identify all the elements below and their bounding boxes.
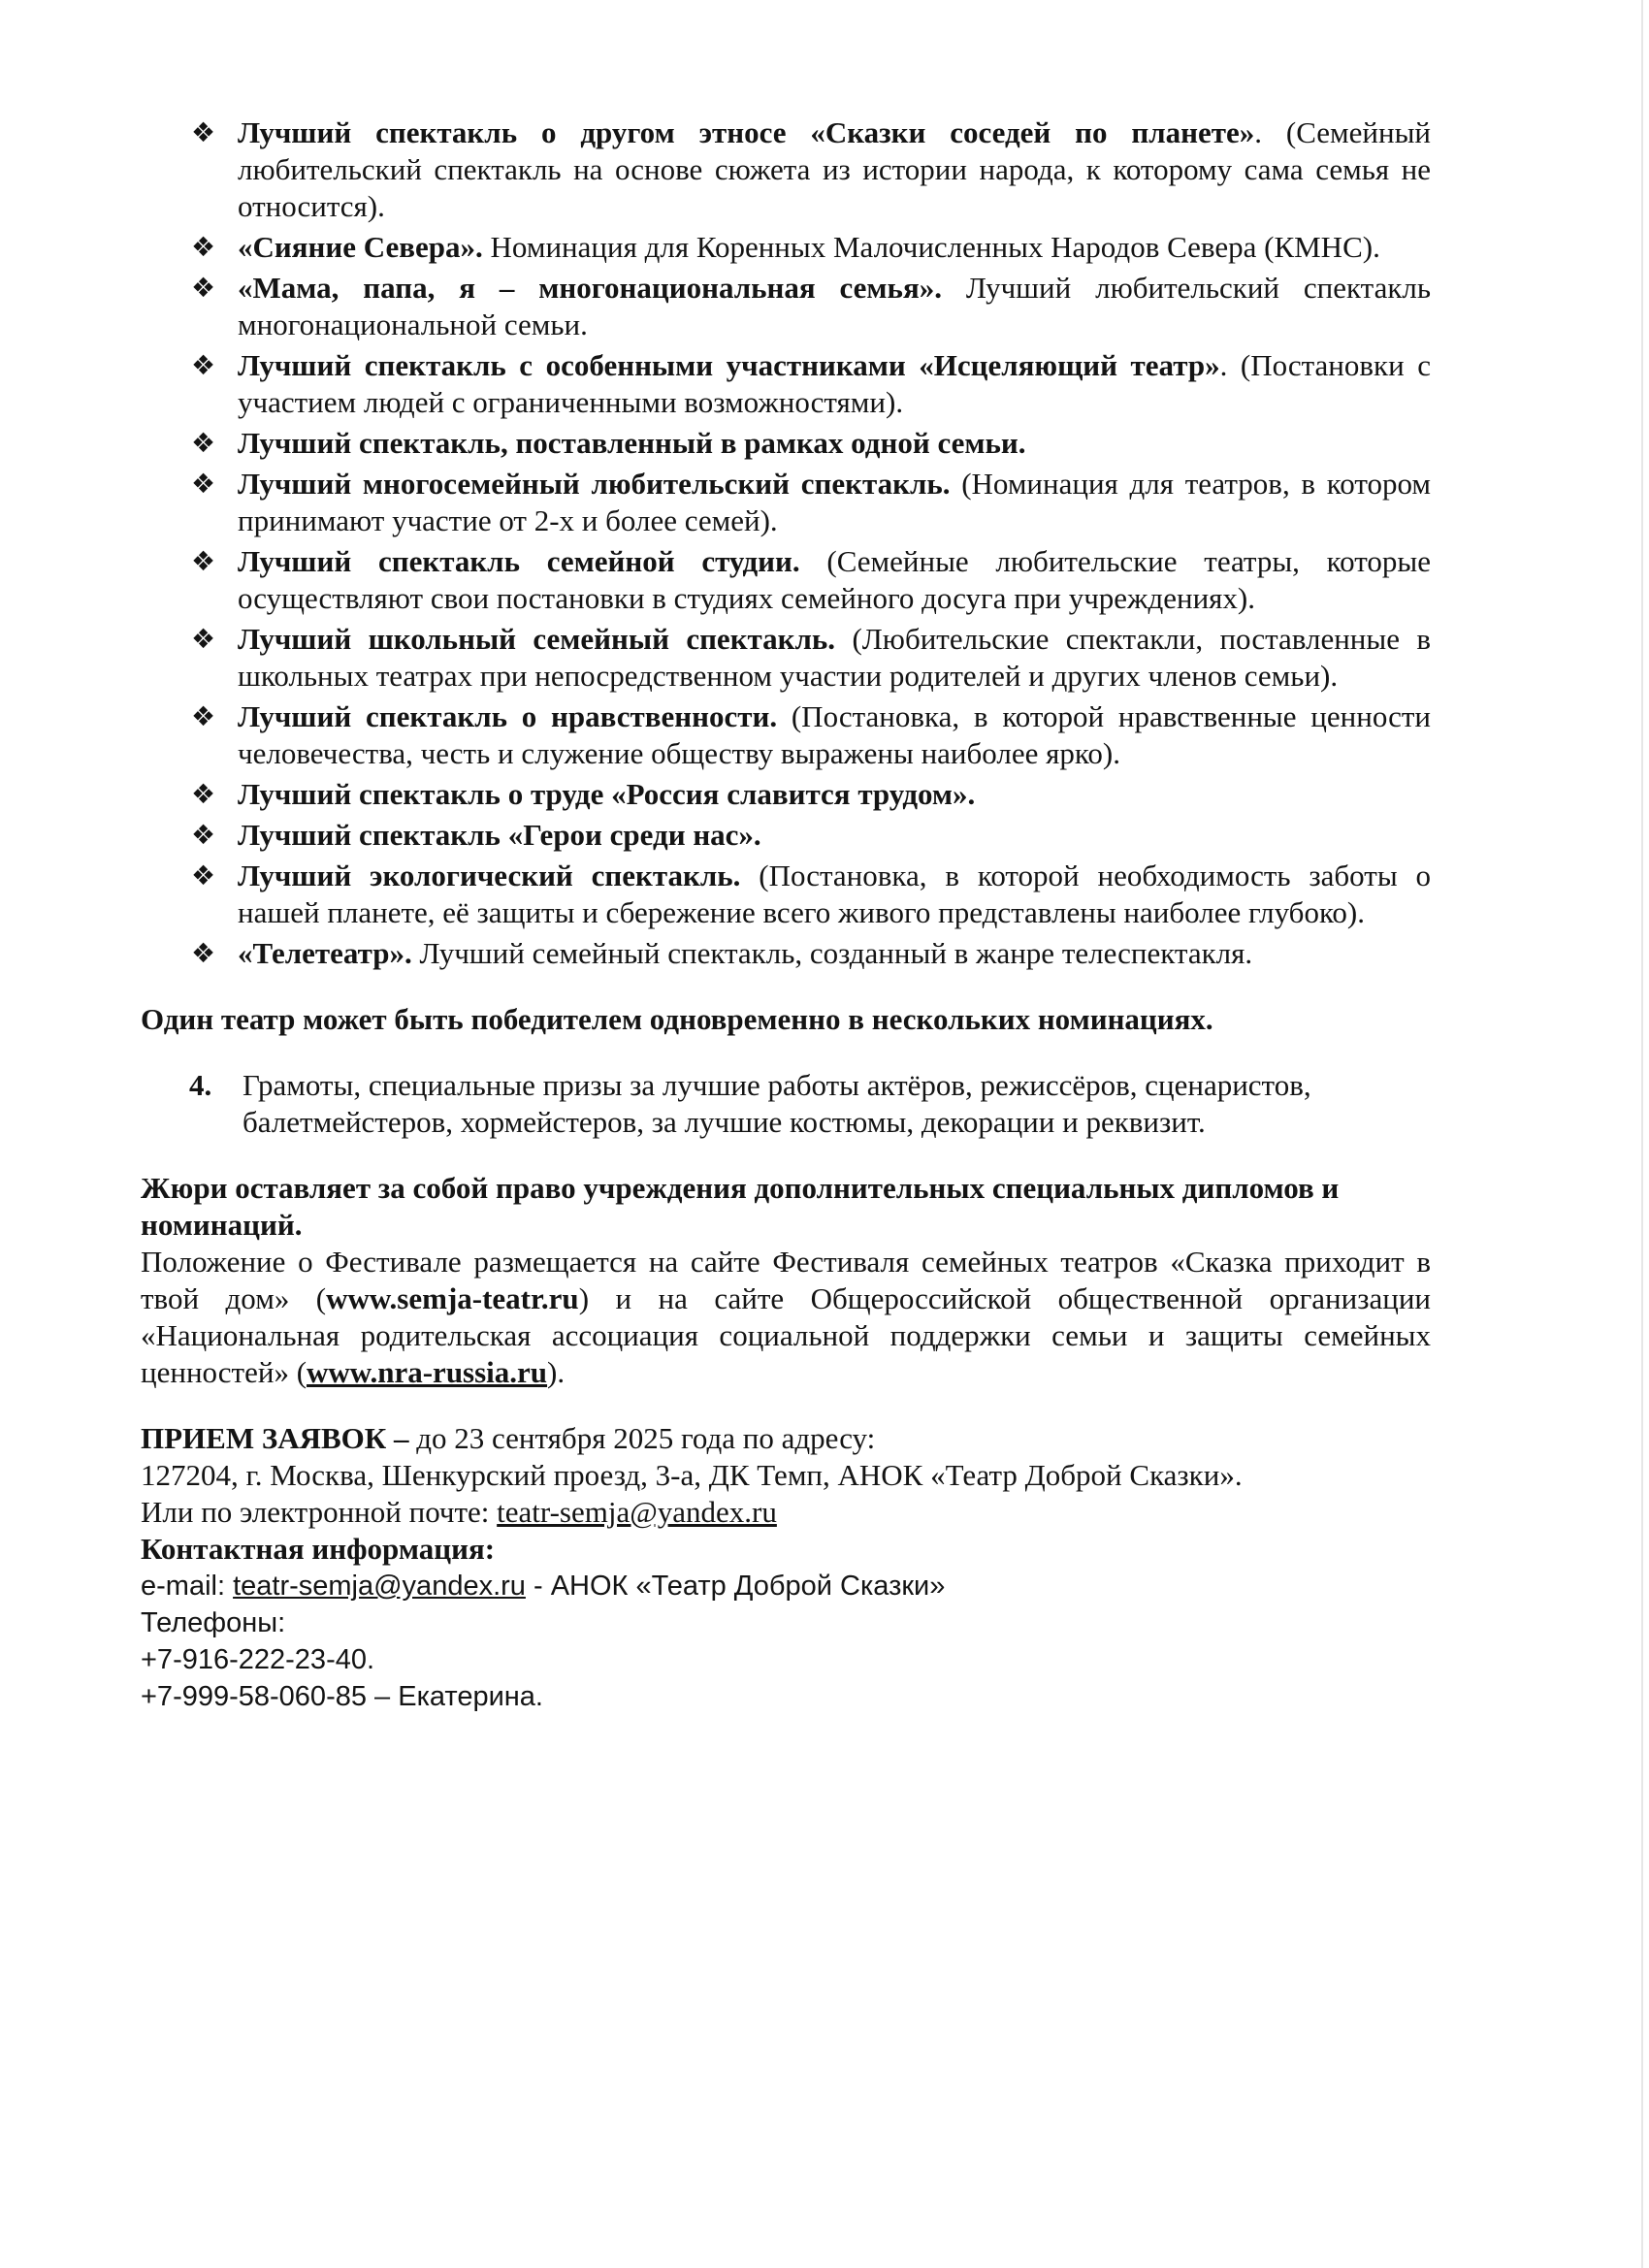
applications-deadline: до 23 сентября 2025 года по адресу: xyxy=(408,1421,876,1455)
nomination-description: (Любительские спектакли, поставленные в школьных театрах при непосредственном участии родителей и других членов семьи). xyxy=(238,622,1431,693)
regulation-text-3: ). xyxy=(547,1355,566,1389)
nomination-title: Лучший спектакль о нравственности. xyxy=(238,699,778,733)
nomination-title: Лучший спектакль с особенными участниками «Исцеляющий театр» xyxy=(238,348,1220,382)
site-link-semja[interactable]: www.semja-teatr.ru xyxy=(326,1281,579,1315)
phones-label: Телефоны: xyxy=(141,1607,286,1638)
item-4 xyxy=(141,1067,1431,1141)
bullet-diamond-icon: ❖ xyxy=(191,427,216,459)
bullet-diamond-icon: ❖ xyxy=(191,623,216,655)
bullet-diamond-icon: ❖ xyxy=(191,819,216,851)
bullet-diamond-icon: ❖ xyxy=(191,778,216,810)
nomination-title: Лучший многосемейный любительский спектакль. xyxy=(238,467,951,501)
bullet-diamond-icon: ❖ xyxy=(191,116,216,148)
contacts-heading-text: Контактная информация: xyxy=(141,1532,496,1566)
nomination-description: Номинация для Коренных Малочисленных Народов Севера (КМНС). xyxy=(482,230,1380,264)
bullet-diamond-icon: ❖ xyxy=(191,349,216,381)
email-line xyxy=(141,1494,1431,1531)
nomination-item xyxy=(141,425,1431,462)
nomination-item xyxy=(141,229,1431,266)
nomination-item xyxy=(141,858,1431,931)
nomination-item xyxy=(141,543,1431,617)
applications-heading: ПРИЕМ ЗАЯВОК – xyxy=(141,1421,409,1455)
nomination-description: . (Постановки с участием людей с ограниченными возможностями). xyxy=(238,348,1431,419)
nominations-list xyxy=(141,114,1431,972)
regulation-paragraph xyxy=(141,1244,1431,1391)
site-link-nra[interactable]: www.nra-russia.ru xyxy=(307,1355,548,1389)
nomination-description: Лучший семейный спектакль, созданный в жанре телеспектакля. xyxy=(411,936,1253,970)
email-link[interactable]: teatr-semja@yandex.ru xyxy=(497,1495,777,1529)
contact-email-suffix: - АНОК «Театр Доброй Сказки» xyxy=(525,1571,946,1602)
nomination-item xyxy=(141,817,1431,854)
contacts-heading xyxy=(141,1531,1431,1568)
nomination-description: . (Семейный любительский спектакль на основе сюжета из истории народа, к которому сама семья не относится). xyxy=(238,115,1431,223)
contact-email-link[interactable]: teatr-semja@yandex.ru xyxy=(233,1571,526,1602)
jury-section xyxy=(141,1170,1431,1391)
nomination-title: «Мама, папа, я – многонациональная семья». xyxy=(238,271,942,305)
phone-1: +7-916-222-23-40. xyxy=(141,1644,375,1675)
nomination-title: Лучший спектакль семейной студии. xyxy=(238,544,800,578)
contacts-section xyxy=(141,1420,1431,1715)
bullet-diamond-icon: ❖ xyxy=(191,272,216,304)
contact-email-label: e-mail: xyxy=(141,1571,234,1602)
nomination-title: «Сияние Севера». xyxy=(238,230,483,264)
nomination-item xyxy=(141,698,1431,772)
nomination-description: (Семейные любительские театры, которые осуществляют свои постановки в студиях семейного досуга при учреждениях). xyxy=(238,544,1431,615)
multi-win-note: Один театр может быть победителем одновременно в нескольких номинациях. xyxy=(141,1002,1213,1036)
nomination-description: Лучший любительский спектакль многонациональной семьи. xyxy=(238,271,1432,341)
nomination-item xyxy=(141,935,1431,972)
bullet-diamond-icon: ❖ xyxy=(191,700,216,732)
nomination-item xyxy=(141,466,1431,539)
phone-2: +7-999-58-060-85 – Екатерина. xyxy=(141,1681,543,1712)
bullet-diamond-icon: ❖ xyxy=(191,468,216,500)
bullet-diamond-icon: ❖ xyxy=(191,859,216,891)
bullet-diamond-icon: ❖ xyxy=(191,545,216,577)
nomination-title: «Телетеатр». xyxy=(238,936,412,970)
nomination-item xyxy=(141,776,1431,813)
bullet-diamond-icon: ❖ xyxy=(191,937,216,969)
nomination-title: Лучший экологический спектакль. xyxy=(238,859,741,892)
nomination-item xyxy=(141,347,1431,421)
regulation-text-2: ) и на сайте Общероссийской общественной организации «Национальная родительская ассоциация социальной поддержки семьи и защиты семейных ценностей» ( xyxy=(141,1281,1431,1389)
item-4-number: 4. xyxy=(189,1068,212,1102)
nomination-description: (Постановка, в которой необходимость заботы о нашей планете, её защиты и сбережение всего живого представлены наиболее глубоко). xyxy=(238,859,1431,929)
nomination-title: Лучший спектакль о труде «Россия славится трудом». xyxy=(238,777,976,811)
nomination-item xyxy=(141,114,1431,225)
nomination-title: Лучший школьный семейный спектакль. xyxy=(238,622,836,656)
scan-edge xyxy=(1641,0,1643,2268)
email-prefix: Или по электронной почте: xyxy=(141,1495,498,1529)
jury-statement: Жюри оставляет за собой право учреждения дополнительных специальных дипломов и номинаций. xyxy=(141,1171,1340,1242)
regulation-text-1: Положение о Фестивале размещается на сайте Фестиваля семейных театров «Сказка приходит в твой дом» ( xyxy=(141,1245,1431,1315)
applications-line xyxy=(141,1420,1431,1457)
nomination-item xyxy=(141,621,1431,695)
nomination-title: Лучший спектакль, поставленный в рамках одной семьи. xyxy=(238,426,1026,460)
nomination-description: (Номинация для театров, в котором принимают участие от 2-х и более семей). xyxy=(238,467,1431,537)
nomination-item xyxy=(141,270,1431,343)
nomination-title: Лучший спектакль «Герои среди нас». xyxy=(238,818,761,852)
bullet-diamond-icon: ❖ xyxy=(191,231,216,263)
nomination-title: Лучший спектакль о другом этносе «Сказки соседей по планете» xyxy=(238,115,1255,149)
page-content xyxy=(141,114,1431,1715)
item-4-text: Грамоты, специальные призы за лучшие работы актёров, режиссёров, сценаристов, балетмейстеров, хормейстеров, за лучшие костюмы, декорации и реквизит. xyxy=(242,1068,1311,1139)
contact-email-line xyxy=(141,1568,1431,1604)
postal-address: 127204, г. Москва, Шенкурский проезд, 3-а, ДК Темп, АНОК «Театр Доброй Сказки». xyxy=(141,1458,1243,1492)
nomination-description: (Постановка, в которой нравственные ценности человечества, честь и служение обществу выражены наиболее ярко). xyxy=(238,699,1431,770)
